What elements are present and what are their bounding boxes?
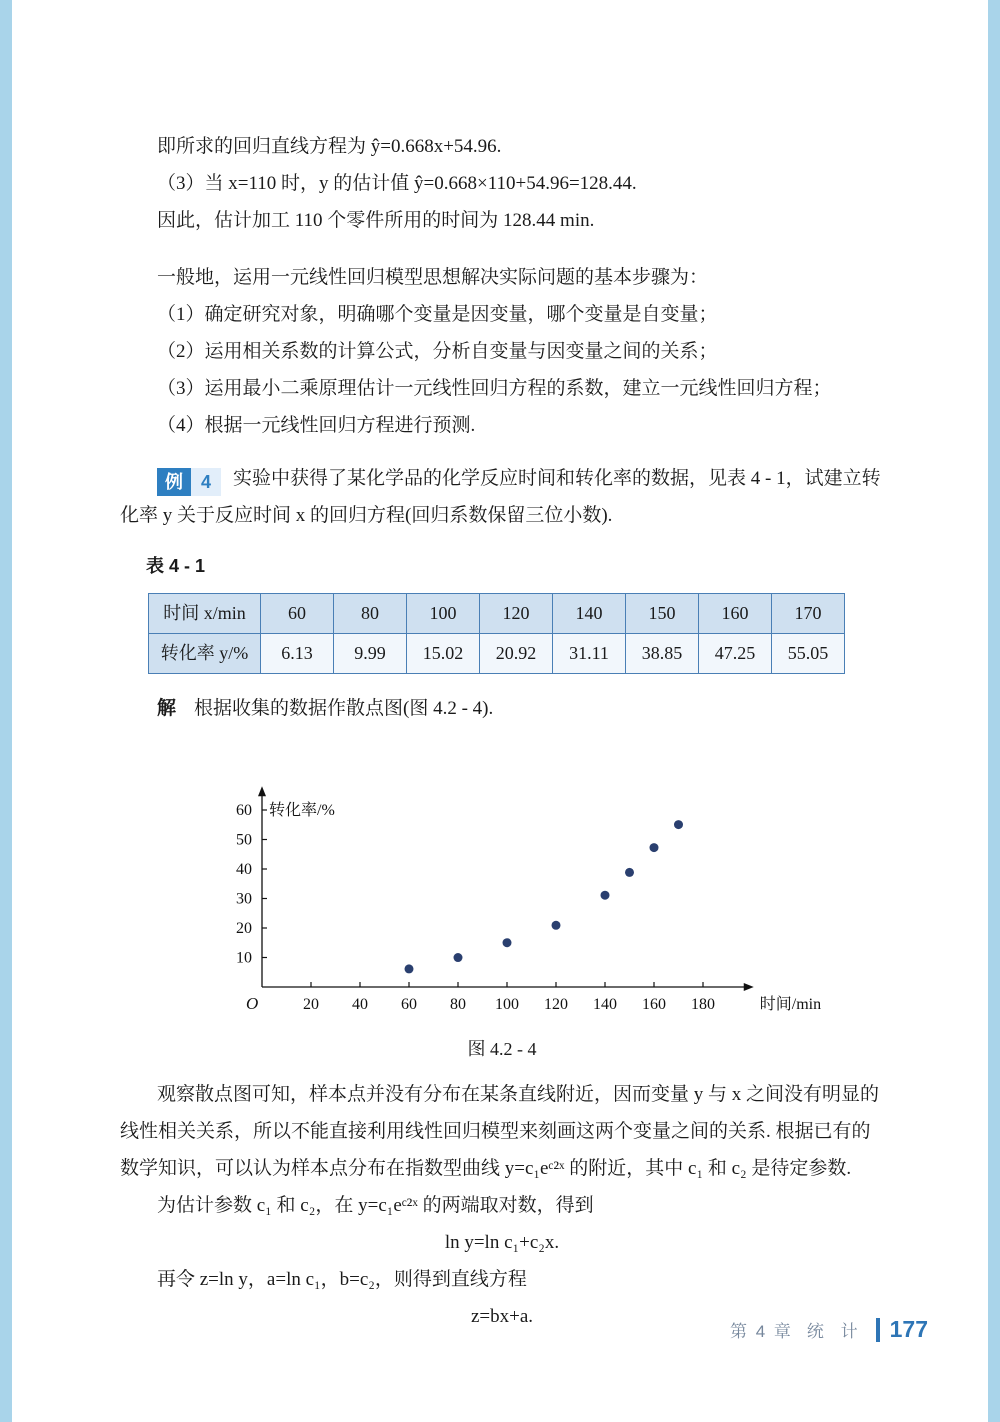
table-cell: 9.99 bbox=[334, 634, 407, 674]
method-step-2: （2）运用相关系数的计算公式，分析自变量与因变量之间的关系； bbox=[157, 341, 718, 362]
table-cell: 55.05 bbox=[772, 634, 845, 674]
footer-page-number: 177 bbox=[889, 1316, 928, 1342]
example-badge-number: 4 bbox=[191, 468, 221, 496]
method-intro: 一般地，运用一元线性回归模型思想解决实际问题的基本步骤为： bbox=[157, 267, 709, 288]
svg-text:50: 50 bbox=[236, 831, 252, 849]
svg-text:O: O bbox=[246, 994, 259, 1013]
discussion-paragraph-3: 再令 z=ln y，a=ln c₁，b=c₂，则得到直线方程 bbox=[157, 1269, 527, 1290]
page-content bbox=[120, 128, 884, 1335]
table-cell: 170 bbox=[772, 594, 845, 634]
table-cell: 80 bbox=[334, 594, 407, 634]
data-point bbox=[503, 938, 512, 947]
table-header-time: 时间 x/min bbox=[149, 594, 261, 634]
data-point bbox=[405, 964, 414, 973]
data-point bbox=[601, 891, 610, 900]
table-header-rate: 转化率 y/% bbox=[149, 634, 261, 674]
right-page-edge bbox=[988, 0, 1000, 1422]
example-badge-label: 例 bbox=[157, 468, 191, 496]
table-row-rates bbox=[149, 634, 845, 674]
solution-text: 根据收集的数据作散点图(图 4.2 - 4). bbox=[194, 698, 494, 719]
scatter-chart bbox=[212, 737, 884, 1029]
svg-text:180: 180 bbox=[691, 996, 715, 1013]
method-step-1: （1）确定研究对象，明确哪个变量是因变量，哪个变量是自变量； bbox=[157, 304, 718, 325]
svg-text:40: 40 bbox=[352, 996, 368, 1013]
discussion-paragraph-1: 观察散点图可知，样本点并没有分布在某条直线附近，因而变量 y 与 x 之间没有明显的线性相关关系，所以不能直接利用线性回归模型来刻画这两个变量之间的关系. 根据已有的数学知识，可以认为样本点分布在指数型曲线 y=c₁eᶜ²ˣ 的附近，其中 c₁ 和 c₂ 是待定参数. bbox=[120, 1084, 880, 1179]
page-footer bbox=[730, 1316, 928, 1343]
figure-caption: 图 4.2 - 4 bbox=[467, 1039, 537, 1059]
svg-text:转化率/%: 转化率/% bbox=[269, 802, 335, 819]
estimate-step-line: （3）当 x=110 时，y 的估计值 ŷ=0.668×110+54.96=128.44. bbox=[157, 173, 637, 194]
data-point bbox=[674, 820, 683, 829]
table-cell: 100 bbox=[407, 594, 480, 634]
footer-section: 统 计 bbox=[806, 1322, 864, 1341]
example-paragraph bbox=[120, 460, 884, 534]
data-table bbox=[148, 593, 845, 674]
svg-text:160: 160 bbox=[642, 996, 666, 1013]
svg-text:时间/min: 时间/min bbox=[759, 996, 822, 1013]
svg-text:60: 60 bbox=[401, 996, 417, 1013]
solution-label: 解 bbox=[157, 698, 177, 719]
table-cell: 38.85 bbox=[626, 634, 699, 674]
conclusion-line: 因此，估计加工 110 个零件所用的时间为 128.44 min. bbox=[157, 210, 595, 231]
regression-result-line: 即所求的回归直线方程为 ŷ=0.668x+54.96. bbox=[157, 136, 502, 157]
svg-text:20: 20 bbox=[303, 996, 319, 1013]
svg-text:120: 120 bbox=[544, 996, 568, 1013]
table-cell: 120 bbox=[480, 594, 553, 634]
table-caption: 表 4 - 1 bbox=[146, 556, 206, 576]
example-text: 实验中获得了某化学品的化学反应时间和转化率的数据，见表 4 - 1，试建立转化率 y 关于反应时间 x 的回归方程(回归系数保留三位小数). bbox=[120, 468, 881, 526]
table-cell: 15.02 bbox=[407, 634, 480, 674]
table-row-times bbox=[149, 594, 845, 634]
log-formula: ln y=ln c₁+c₂x. bbox=[444, 1232, 560, 1253]
example-badge bbox=[157, 468, 221, 496]
scatter-plot-svg bbox=[212, 737, 872, 1029]
table-cell: 60 bbox=[261, 594, 334, 634]
svg-text:80: 80 bbox=[450, 996, 466, 1013]
table-cell: 20.92 bbox=[480, 634, 553, 674]
linear-formula: z=bx+a. bbox=[470, 1306, 534, 1327]
svg-text:30: 30 bbox=[236, 890, 252, 908]
data-point bbox=[650, 843, 659, 852]
data-point bbox=[552, 921, 561, 930]
svg-text:100: 100 bbox=[495, 996, 519, 1013]
svg-text:140: 140 bbox=[593, 996, 617, 1013]
table-cell: 150 bbox=[626, 594, 699, 634]
discussion-paragraph-2: 为估计参数 c₁ 和 c₂，在 y=c₁eᶜ²ˣ 的两端取对数，得到 bbox=[157, 1195, 594, 1216]
footer-divider-bar bbox=[876, 1318, 880, 1342]
table-cell: 160 bbox=[699, 594, 772, 634]
table-cell: 47.25 bbox=[699, 634, 772, 674]
method-step-4: （4）根据一元线性回归方程进行预测. bbox=[157, 415, 476, 436]
data-point bbox=[454, 953, 463, 962]
left-page-edge bbox=[0, 0, 12, 1422]
solution-line bbox=[120, 690, 884, 727]
svg-text:10: 10 bbox=[236, 949, 252, 967]
data-point bbox=[625, 868, 634, 877]
table-cell: 6.13 bbox=[261, 634, 334, 674]
method-step-3: （3）运用最小二乘原理估计一元线性回归方程的系数，建立一元线性回归方程； bbox=[157, 378, 832, 399]
footer-chapter: 第 4 章 bbox=[729, 1322, 793, 1341]
table-cell: 31.11 bbox=[553, 634, 626, 674]
svg-text:60: 60 bbox=[236, 802, 252, 819]
table-cell: 140 bbox=[553, 594, 626, 634]
svg-text:20: 20 bbox=[236, 920, 252, 937]
svg-text:40: 40 bbox=[236, 861, 252, 878]
